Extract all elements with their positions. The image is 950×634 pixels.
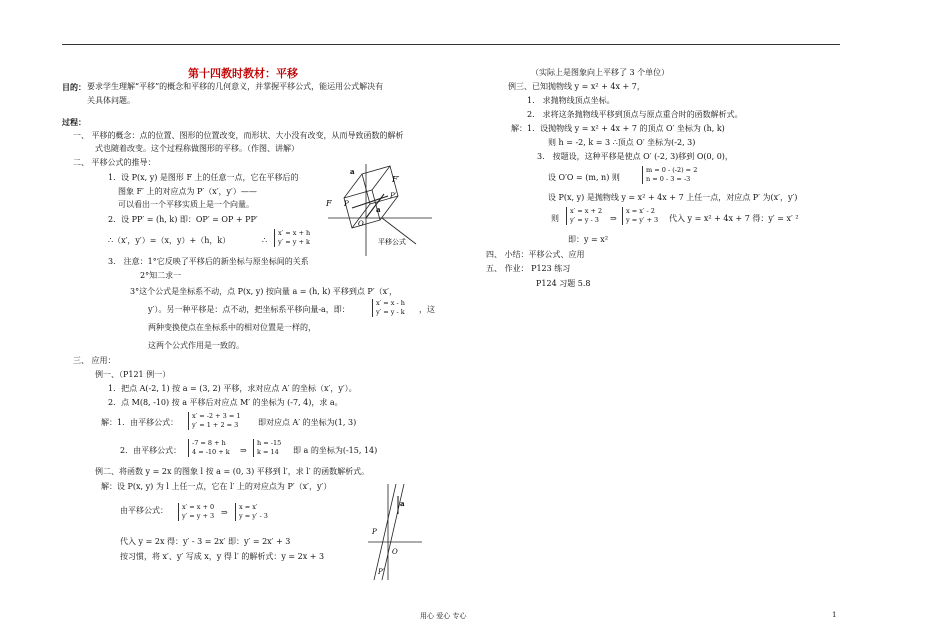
- step-3-line-1: 3． 注意：1°它反映了平移后的新坐标与原坐标间的关系: [108, 257, 309, 266]
- solution-1-system-row: x′ = -2 + 3 = 1: [192, 412, 241, 420]
- section-5-homework: 五、 作业： P123 练习: [486, 264, 571, 273]
- translation-edge: [372, 166, 390, 190]
- example-2-system-row: x′ = x + 0: [182, 503, 215, 511]
- step-3-system-row: y′ = y - k: [376, 308, 405, 316]
- step-3-system: [372, 299, 405, 317]
- section-3-heading: 三、 应用：: [73, 356, 116, 365]
- step-1-line-1: 1．设 P(x, y) 是图形 F 上的任意一点，它在平移后的: [108, 173, 299, 182]
- section-2-heading: 二、 平移公式的推导：: [73, 158, 156, 167]
- solution-3-line-5: 设 P(x, y) 是抛物线 y = x² + 4x + 7 上任一点，对应点 P′ 为(x′，y′): [548, 193, 798, 202]
- example-2-substitution: 代入 y = 2x 得：y′ - 3 = 2x′ 即：y′ = 2x′ + 3: [120, 537, 291, 546]
- step-3-tail: ，这: [419, 305, 435, 314]
- example-2-heading: 例二、将函数 y = 2x 的图象 l 按 a = (0, 3) 平移到 l′，求 l′ 的函数解析式。: [95, 467, 370, 476]
- example-2-result-system: [235, 503, 268, 521]
- solution-2-system: [188, 439, 230, 457]
- example-1-question-1: 1．把点 A(-2, 1) 按 a = (3, 2) 平移，求对应点 A′ 的坐标（x′，y′）。: [108, 384, 357, 393]
- vector-PP-prime-arrow: [352, 196, 388, 208]
- example-3-question-1: 1． 求抛物线顶点坐标。: [527, 96, 615, 105]
- solution-3-line-4: 设 O′O = (m, n) 则: [548, 173, 620, 182]
- step-3-line-3: 3°这个公式是坐标系不动，点 P(x, y) 按向量 a = (h, k) 平移到点 P′（x′，: [130, 287, 397, 296]
- right-note: （实际上是图象向上平移了 3 个单位）: [531, 68, 670, 77]
- solution-2-result-row: k = 14: [257, 448, 279, 456]
- step-2-system-row: x′ = x + h: [278, 229, 311, 237]
- section-4-summary: 四、 小结：平移公式、应用: [486, 250, 585, 259]
- page-title: 第十四教时教材：平移: [188, 67, 298, 80]
- label-F: F: [326, 199, 332, 208]
- label-P: P: [344, 200, 349, 208]
- example-3-heading: 例三、已知抛物线 y = x² + 4x + 7，: [508, 82, 645, 91]
- solution-2-result-row: h = -15: [257, 439, 282, 447]
- homework-line-2: P124 习题 5.8: [536, 279, 591, 288]
- label-a: a: [400, 499, 405, 508]
- solution-3-line-2: 则 h = -2, k = 3 ∴顶点 O′ 坐标为(-2, 3): [548, 138, 696, 147]
- example-2-final: 按习惯，将 x′、y′ 写成 x，y 得 l′ 的解析式：y = 2x + 3: [120, 552, 325, 561]
- solution-1-result: 即对应点 A′ 的坐标为(1, 3): [258, 418, 357, 427]
- section-1-line-2: 式也随着改变。这个过程称做图形的平移。（作图、讲解）: [95, 144, 299, 153]
- solution-3-system-2: [566, 207, 602, 225]
- example-2-result-row: x = x′: [239, 503, 258, 511]
- goal-line-2: 关具体问题。: [87, 96, 135, 105]
- step-3-system-row: x′ = x - h: [376, 299, 405, 307]
- solution-3-line-7: 代入 y = x² + 4x + 7 得：y′ = x′ ²: [669, 214, 799, 223]
- solution-3-system-row: m = 0 - (-2) = 2: [646, 166, 698, 174]
- implies-arrow: ⇒: [221, 508, 228, 517]
- step-2-system-row: y′ = y + k: [278, 238, 310, 246]
- label-origin: O: [358, 220, 364, 228]
- solution-2-result: 即 a 的坐标为(-15, 14): [293, 446, 378, 455]
- translation-diagram: [322, 160, 440, 258]
- example-2-system-row: y′ = y + 3: [182, 512, 215, 520]
- translation-edge: [344, 174, 362, 198]
- solution-2-system-row: 4 = -10 + k: [192, 448, 230, 456]
- solution-1-label: 解：1．由平移公式：: [101, 418, 179, 427]
- example-2-result-row: y = y′ - 3: [239, 512, 268, 520]
- label-origin: O: [392, 548, 398, 556]
- example-2-solution: 解：设 P(x, y) 为 l 上任一点，它在 l′ 上的对应点为 P′（x′，y′）: [101, 482, 332, 491]
- solution-3-line-3: 3． 按题设，这种平移是使点 O′ (-2, 3)移到 O(0, 0)，: [537, 152, 733, 161]
- line-translation-diagram: [366, 484, 424, 582]
- solution-2-label: 2．由平移公式：: [120, 446, 182, 455]
- example-3-question-2: 2． 求将这条抛物线平移到顶点与原点重合时的函数解析式。: [527, 110, 743, 119]
- step-3-line-6: 这两个公式作用是一致的。: [148, 341, 244, 350]
- label-a: a: [376, 205, 381, 214]
- step-1-line-2: 图象 F′ 上的对应点为 P′（x′，y′）——: [118, 187, 257, 196]
- solution-3-system-row: n = 0 - 3 = -3: [646, 175, 691, 183]
- goal-label: 目的：: [62, 82, 86, 92]
- example-2-formula-label: 由平移公式：: [120, 506, 168, 515]
- step-3-line-4: y′）。另一种平移是：点不动，把坐标系平移向量-a，即：: [148, 305, 350, 314]
- solution-3-system-3: [622, 207, 658, 225]
- solution-3-system-2-row: y′ = y - 3: [570, 216, 599, 224]
- process-heading: 过程：: [62, 117, 86, 127]
- example-2-system: [178, 503, 214, 521]
- example-1-question-2: 2．点 M(8, -10) 按 a 平移后对应点 M′ 的坐标为 (-7, 4)，求 a。: [108, 398, 343, 407]
- solution-3-system: [642, 166, 697, 184]
- solution-2-result-system: [253, 439, 281, 457]
- step-2-system: [274, 229, 310, 247]
- solution-1-system: [188, 412, 240, 430]
- header-rule: [62, 44, 840, 45]
- label-F-prime: F′: [392, 175, 400, 184]
- goal-line-1: 要求学生理解“平移”的概念和平移的几何意义，并掌握平移公式，能运用公式解决有: [87, 82, 384, 91]
- solution-3-system-3-row: y = y′ + 3: [626, 216, 659, 224]
- example-1-heading: 例一、（P121 例一）: [95, 370, 171, 379]
- step-3-line-2: 2°知二求一: [140, 271, 182, 280]
- label-P-prime: P′: [390, 192, 397, 200]
- label-a: a: [350, 167, 355, 176]
- diagram-caption: 平移公式: [378, 238, 406, 246]
- solution-1-system-row: y′ = 1 + 2 = 3: [192, 421, 239, 429]
- solution-3-system-2-row: x′ = x + 2: [570, 207, 603, 215]
- solution-3-line-1: 解：1．设抛物线 y = x² + 4x + 7 的顶点 O′ 坐标为 (h, k): [511, 124, 725, 133]
- label-P: P: [372, 528, 377, 536]
- step-3-line-5: 两种变换使点在坐标系中的相对位置是一样的，: [148, 323, 316, 332]
- solution-3-line-8: 即：y = x²: [568, 235, 609, 244]
- solution-2-system-row: -7 = 8 + h: [192, 439, 226, 447]
- step-2-equation: ∴（x′，y′）=（x，y）+（h，k）: [108, 236, 231, 245]
- solution-3-then: 则: [551, 214, 559, 223]
- solution-3-system-3-row: x = x′ - 2: [626, 207, 655, 215]
- page-number: 1: [832, 611, 837, 619]
- step-2-line: 2．设 PP′ = (h, k) 即：OP′ = OP + PP′: [108, 215, 258, 224]
- step-1-line-3: 可以看出一个平移实质上是一个向量。: [118, 200, 254, 209]
- implies-arrow: ⇒: [610, 214, 617, 223]
- page-footer: 用心 爱心 专心: [420, 612, 467, 620]
- therefore-symbol: ∴: [262, 236, 268, 245]
- label-P-prime: P′: [378, 568, 385, 576]
- implies-arrow: ⇒: [240, 446, 247, 455]
- section-1-line-1: 一、 平移的概念：点的位置、图形的位置改变，而形状、大小没有改变，从而导致函数的解析: [73, 131, 404, 140]
